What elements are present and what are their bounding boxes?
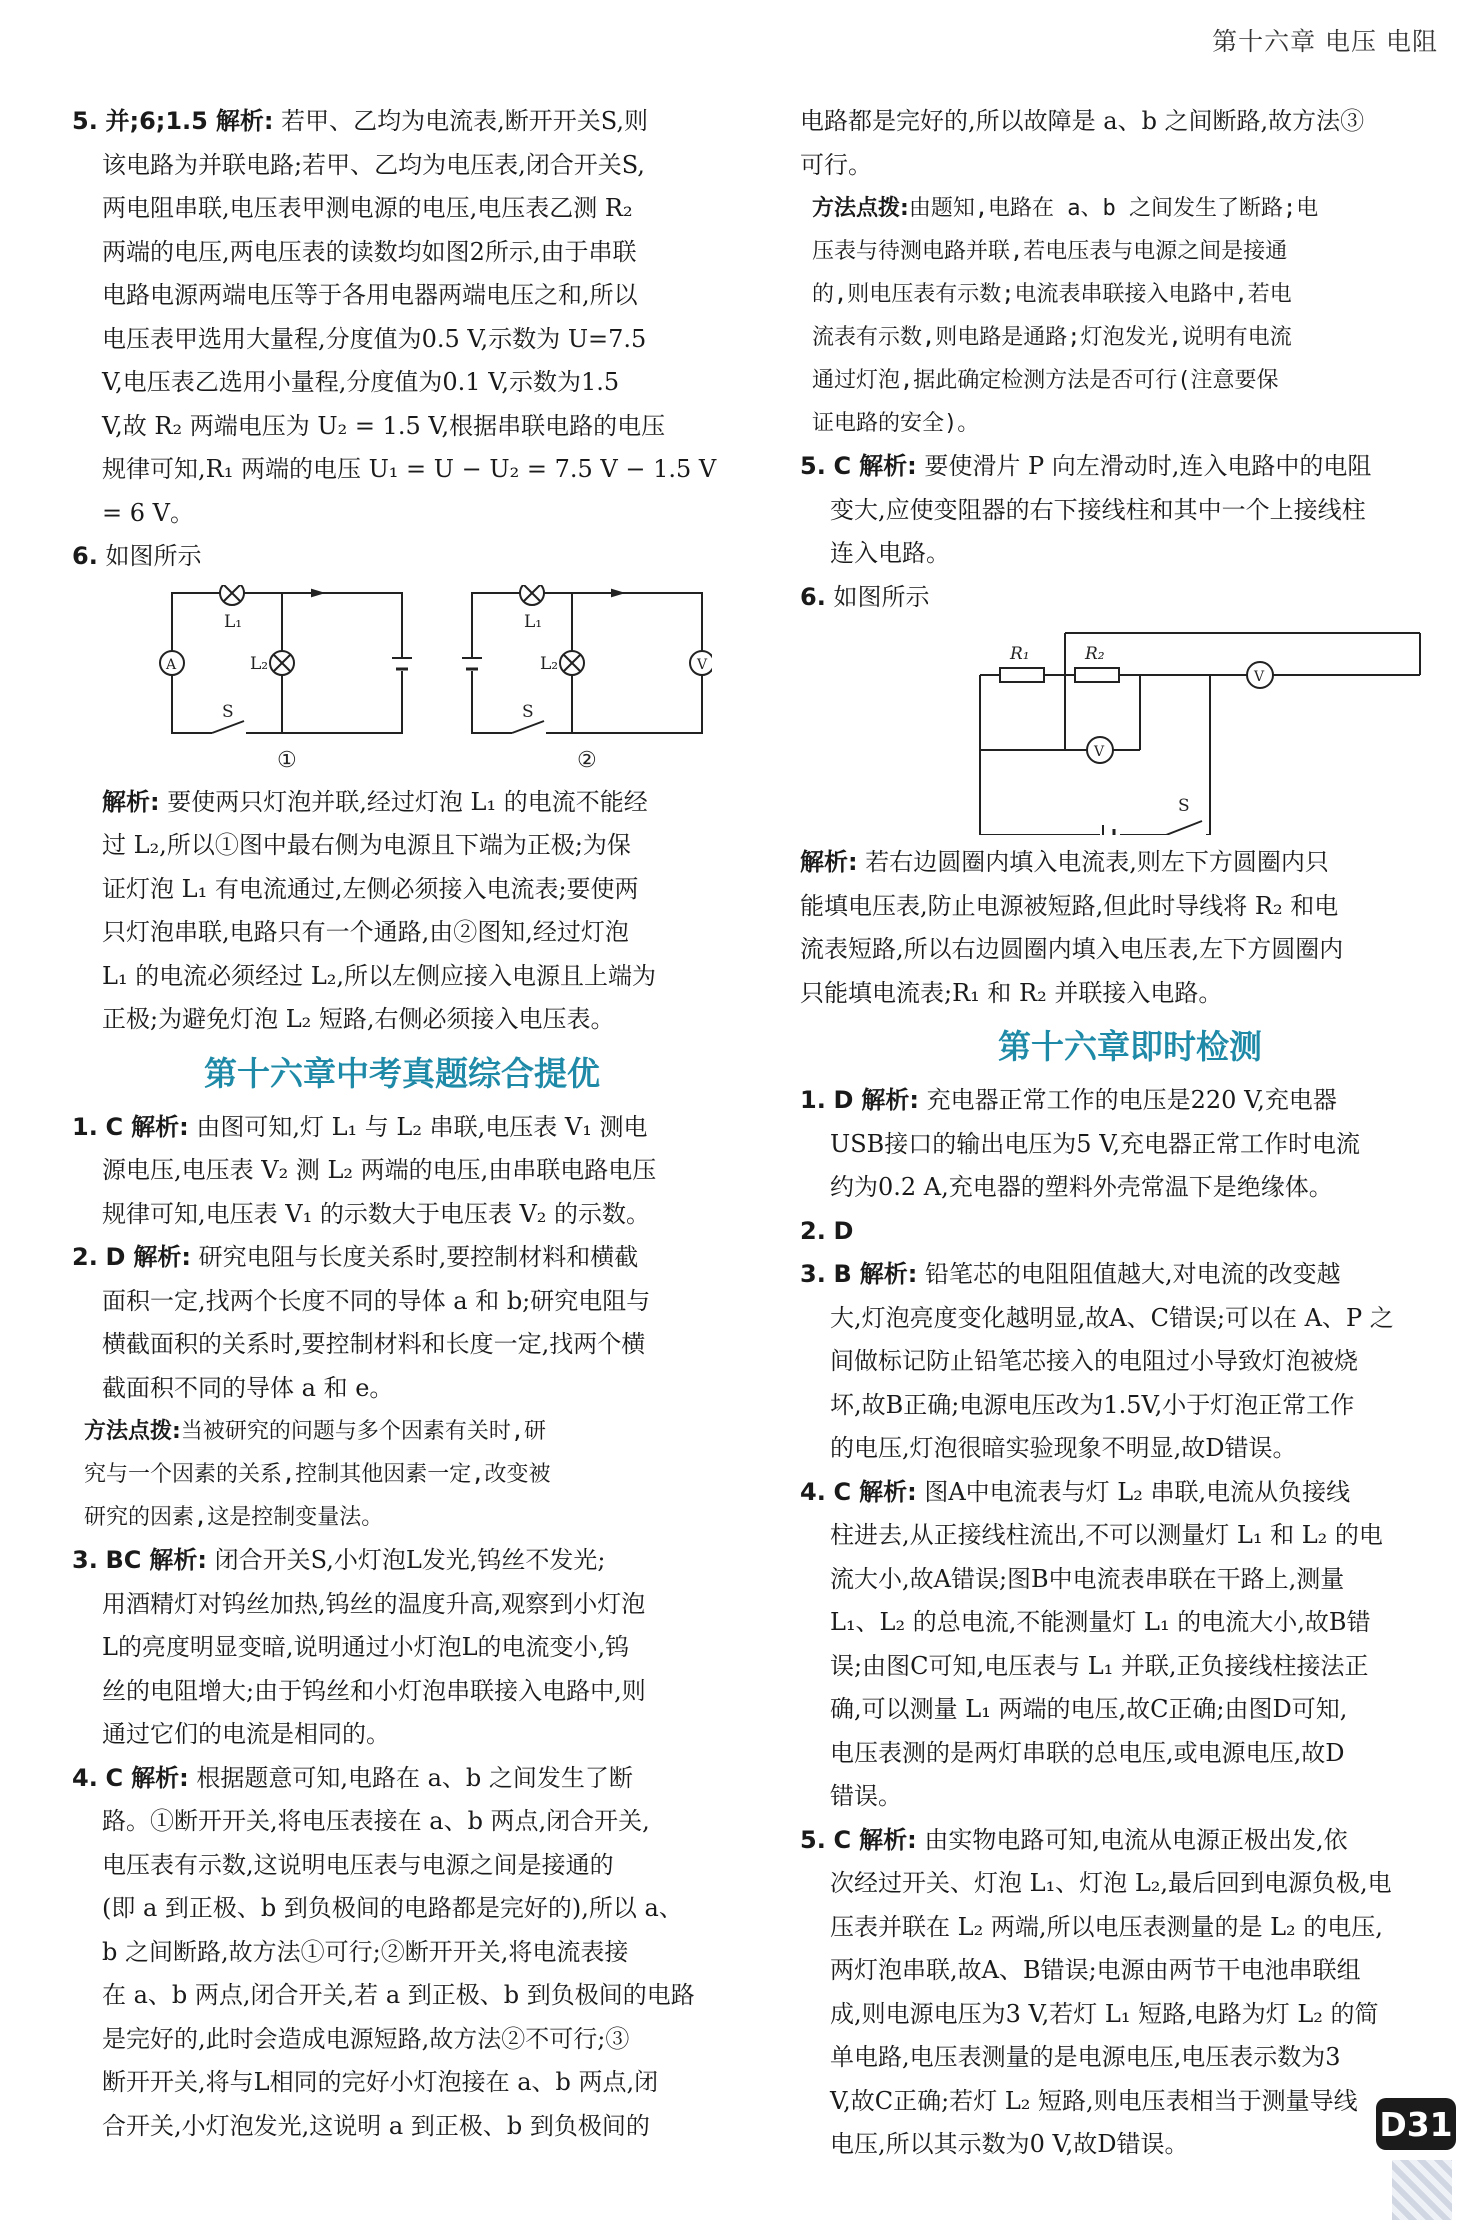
page-corner-decoration (1392, 2160, 1452, 2220)
test-item-2: 2. D (800, 1216, 854, 1245)
svg-text:V: V (1094, 744, 1105, 760)
test-item-1: 1. D 解析: 充电器正常工作的电压是220 V,充电器 USB接口的输出电压为5 V,充电器正常工作时电流 约为0.2 A,充电器的塑料外壳常温下是绝缘体。 (800, 1086, 1360, 1201)
exam-item-4: 4. C 解析: 根据题意可知,电路在 a、b 之间发生了断 路。①断开开关,将电压表接在 a、b 两点,闭合开关, 电压表有示数,这说明电压表与电源之间是接通的 (即 a 到正极、b 到负极间的电路都是完好的),所以 a、 b 之间断路,故方法①可行;②断开开关,将电流表接 在 a、b 两点,闭合开关,若 a 到正极、b 到负极间的电路 是完好的,此时会造成电源短路,故方法②不可行;③ 断开开关,将与L相同的完好小灯泡接在 a、b 两点,闭 合开关,小灯泡发光,这说明 a 到正极、b 到负极间的 (72, 1763, 695, 2140)
method-tip-2: 方法点拨:由题知,电路在 a、b 之间发生了断路;电 压表与待测电路并联,若电压表与电源之间是接通 的,则电压表有示数;电流表串联接入电路中,若电 流表有示数,则电路是通路;灯泡发光,说明有电流 通过灯泡,据此确定检测方法是否可行(注意要保 证电路的安全)。 (812, 196, 1319, 436)
method-tip: 方法点拨:当被研究的问题与多个因素有关时,研 究与一个因素的关系,控制其他因素一定,改变被 研究的因素,这是控制变量法。 (84, 1419, 551, 1530)
section-title-exam: 第十六章中考真题综合提优 (204, 1053, 600, 1093)
svg-text:S: S (222, 701, 234, 722)
svg-text:A: A (166, 656, 177, 673)
test-item-5: 5. C 解析: 由实物电路可知,电流从电源正极出发,依 次经过开关、灯泡 L₁、灯泡 L₂,最后回到电源负极,电 压表并联在 L₂ 两端,所以电压表测量的是 L₂ 的电压, 两灯泡串联,故A、B错误;电源由两节干电池串联组 成,则电源电压为3 V,若灯 L₁ 短路,电路为灯 L₂ 的简 单电路,电压表测量的是电源电压,电压表示数为3 V,故C正确;若灯 L₂ 短路,则电压表相当于测量导线 电压,所以其示数为0 V,故D错误。 (800, 1825, 1392, 2158)
page-header: 第十六章 电压 电阻 (1212, 27, 1438, 56)
svg-text:①: ① (277, 747, 297, 773)
svg-text:V: V (1254, 669, 1265, 685)
answer-item-6: 6. 如图所示 L₁ L₂ S A L₁ L₂ S V ① ② 解析: 要使两只灯泡并联,经过灯泡 L₁ 的电流不能经 过 L₂,所以①图中最右侧为电源且下端为正极;为保 证灯泡 L₁ 有电流通过,左侧必须接入电流表;要使两 只灯泡串联,电路只有一个通路,由②图知,经过灯泡 L₁ 的电流必须经过 L₂,所以左侧应接入电源且上端为 正极;为避免灯泡 L₂ 短路,右侧必须接入电压表。 (72, 535, 732, 1042)
svg-text:S: S (1178, 796, 1190, 816)
section-title-quick-test: 第十六章即时检测 (998, 1027, 1262, 1066)
answer-item-5: 5. 并;6;1.5 解析: 若甲、乙均为电流表,断开开关S,则 该电路为并联电路;若甲、乙均为电压表,闭合开关S, 两电阻串联,电压表甲测电源的电压,电压表乙测 R₂ 两端的电压,两电压表的读数均如图2所示,由于串联 电路电源两端电压等于各用电器两端电压之和,所以 电压表甲选用大量程,分度值为0.5 V,示数为 U=7.5 V,电压表乙选用小量程,分度值为0.1 V,示数为1.5 V,故 R₂ 两端电压为 U₂ = 1.5 V,根据串联电路的电压 规律可知,R₁ 两端的电压 U₁ = U − U₂ = 7.5 V − 1.5 V = 6 V。 (72, 107, 717, 527)
bulb-l1-icon (220, 585, 244, 605)
left-column (72, 100, 732, 2148)
svg-text:S: S (522, 701, 534, 722)
bulb2-l1-icon (520, 585, 544, 605)
resistor-r1-icon (1000, 668, 1044, 682)
page-number-badge: D31 (1376, 2098, 1456, 2150)
svg-text:R₁: R₁ (1010, 644, 1030, 664)
svg-text:L₁: L₁ (224, 611, 243, 632)
svg-text:R₂: R₂ (1085, 644, 1105, 664)
circuit2-frame (472, 593, 702, 733)
exam-item-1: 1. C 解析: 由图可知,灯 L₁ 与 L₂ 串联,电压表 V₁ 测电 源电压,电压表 V₂ 测 L₂ 两端的电压,由串联电路电压 规律可知,电压表 V₁ 的示数大于电压表 V₂ 的示数。 (72, 1112, 657, 1228)
exam-item-5: 5. C 解析: 要使滑片 P 向左滑动时,连入电路中的电阻 变大,应使变阻器的右下接线柱和其中一个上接线柱 连入电路。 (800, 452, 1372, 567)
test-item-3: 3. B 解析: 铅笔芯的电阻阻值越大,对电流的改变越 大,灯泡亮度变化越明显,故A、C错误;可以在 A、P 之 间做标记防止铅笔芯接入的电阻过小导致灯泡被烧 坏,故B正确;电源电压改为1.5V,小于灯泡正常工作 的电压,灯泡很暗实验现象不明显,故D错误。 (800, 1260, 1394, 1462)
test-item-4: 4. C 解析: 图A中电流表与灯 L₂ 串联,电流从负接线 柱进去,从正接线柱流出,不可以测量灯 L₁ 和 L₂ 的电 流大小,故A错误;图B中电流表串联在干路上,测量 L₁、L₂ 的总电流,不能测量灯 L₁ 的电流大小,故B错 误;由图C可知,电压表与 L₁ 并联,正负接线柱接法正 确,可以测量 L₁ 两端的电压,故C正确;由图D可知, 电压表测的是两灯串联的总电压,或电源电压,故D 错误。 (800, 1477, 1383, 1810)
resistor-r2-icon (1075, 668, 1119, 682)
svg-text:V: V (697, 656, 708, 673)
exam-item-2: 2. D 解析: 研究电阻与长度关系时,要控制材料和横截 面积一定,找两个长度不同的导体 a 和 b;研究电阻与 横截面积的关系时,要控制材料和长度一定,找两个横 截面积不同的导体 a 和 e。 方法点拨:当被研究的问题与多个因素有关时,研 究与一个因素的关系,控制其他因素一定,改变被 研究的因素,这是控制变量法。 (72, 1236, 732, 1539)
exam-item-6: 6. 如图所示 R₁ R₂ V V S 解析: 若右边圆圈内填入电流表,则左下方圆圈内只 能填电压表,防止电源被短路,但此时导线将 R₂ 和电 流表短路,所以右边圆圈内填入电压表,左下方圆圈内 只能填电流表;R₁ 和 R₂ 并联接入电路。 (800, 576, 1460, 1016)
svg-text:②: ② (577, 747, 597, 773)
svg-text:L₂: L₂ (540, 653, 559, 674)
exam-item-4-continued: 电路都是完好的,所以故障是 a、b 之间断路,故方法③ 可行。 (800, 107, 1365, 179)
circuit-diagram-r1-r2 (830, 625, 1470, 835)
right-column (800, 100, 1460, 2167)
svg-text:L₂: L₂ (250, 653, 269, 674)
exam-item-3: 3. BC 解析: 闭合开关S,小灯泡L发光,钨丝不发光; 用酒精灯对钨丝加热,钨丝的温度升高,观察到小灯泡 L的亮度明显变暗,说明通过小灯泡L的电流变小,钨 丝的电阻增大;由于钨丝和小灯泡串联接入电路中,则 通过它们的电流是相同的。 (72, 1546, 646, 1748)
svg-text:L₁: L₁ (524, 611, 543, 632)
circuit-diagrams-1-2 (72, 585, 712, 775)
